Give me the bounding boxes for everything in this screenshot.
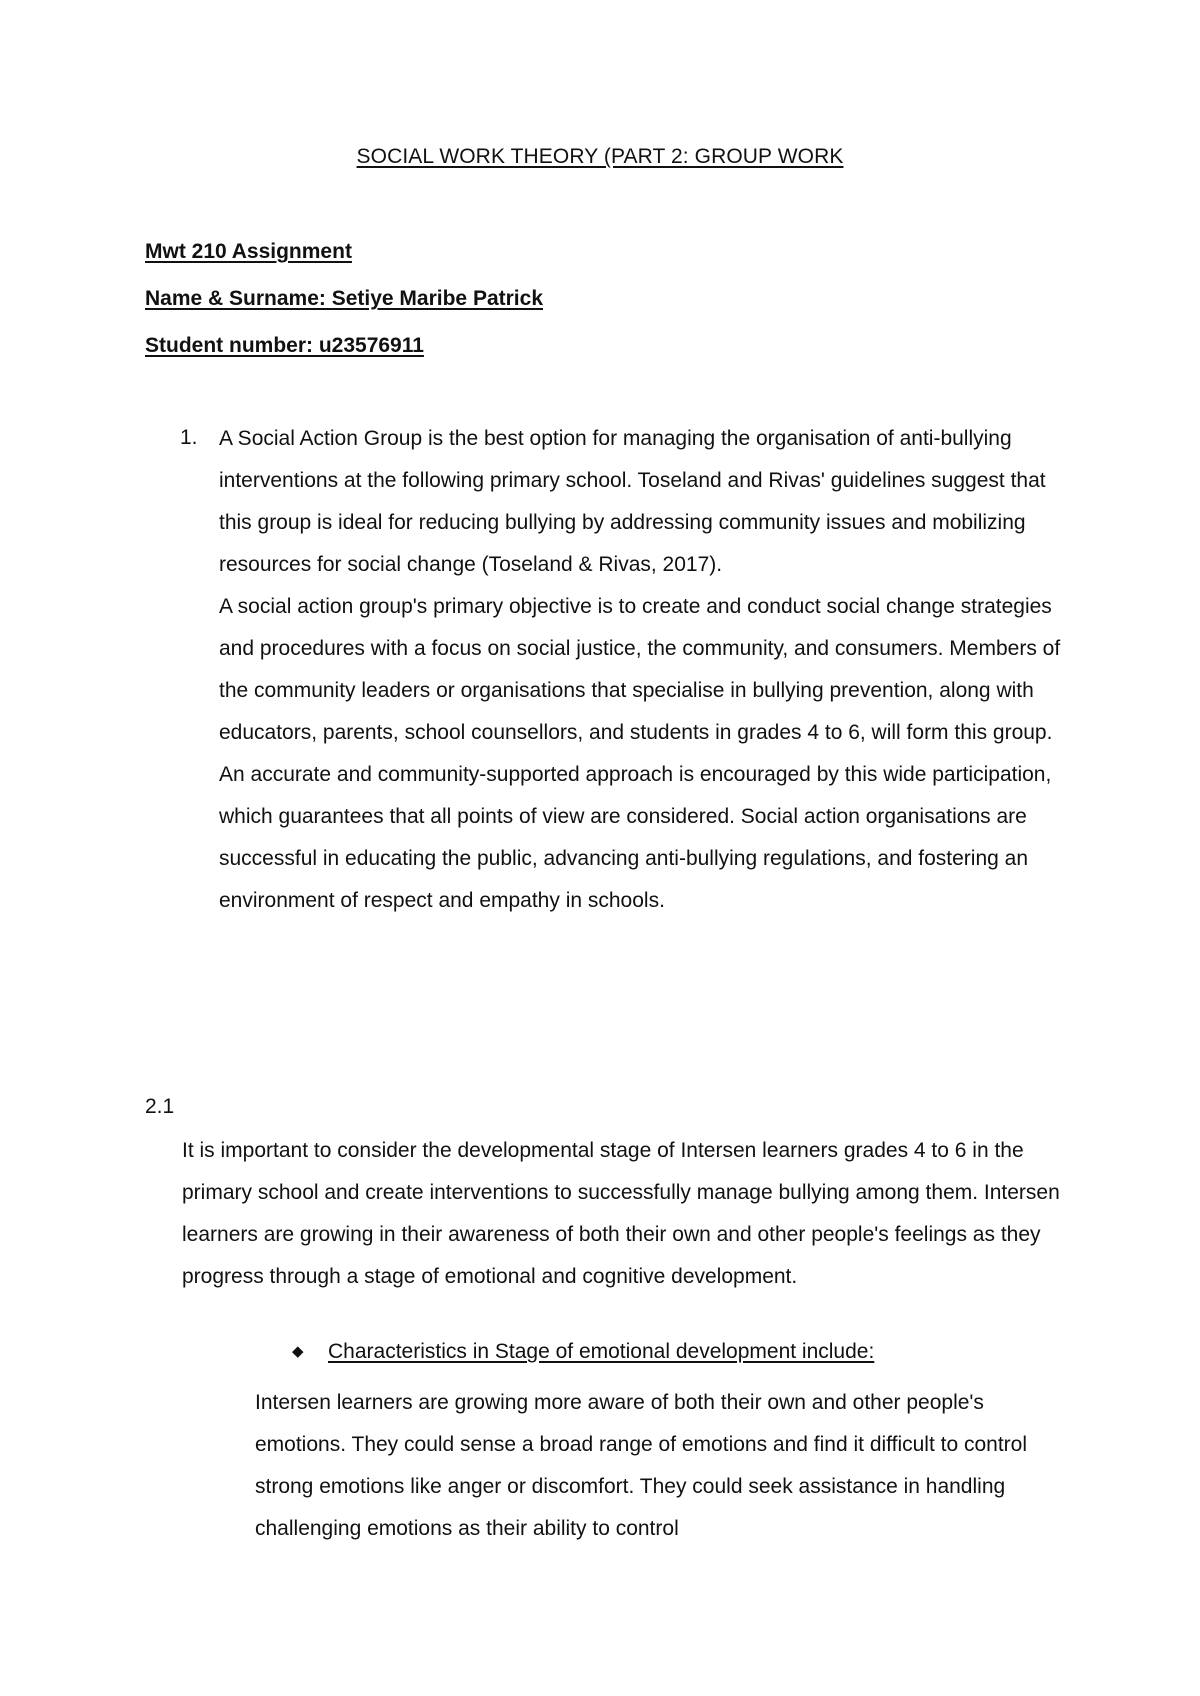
question-1-number: 1. [180,426,198,449]
assignment-code: Mwt 210 Assignment [145,240,352,263]
student-number: Student number: u23576911 [145,334,424,357]
question-1-paragraph-1: A Social Action Group is the best option for managing the organisation of anti-bullying interventions at the following primary school. Toseland and Rivas' guidelines suggest that this group is ideal for reducing bullying by addressing community issues and mobilizing resources for social change (Toseland & Rivas, 2017). [219,427,1046,576]
document-title: SOCIAL WORK THEORY (PART 2: GROUP WORK [356,145,844,168]
question-1-paragraph-2: A social action group's primary objective is to create and conduct social change strategies and procedures with a focus on social justice, the community, and consumers. Members of the community leaders or organisations that specialise in bullying prevention, along with educators, parents, school counsellors, and students in grades 4 to 6, will form this group. An accurate and community-supported approach is encouraged by this wide participation, which guarantees that all points of view are considered. Social action organisations are successful in educating the public, advancing anti-bullying regulations, and fostering an environment of respect and empathy in schools. [219,595,1061,912]
bullet-paragraph: Intersen learners are growing more aware of both their own and other people's emotions. They could sense a broad range of emotions and find it difficult to control strong emotions like anger or discomfort. They could seek assistance in handling challenging emotions as their ability to control [255,1391,1028,1540]
section-2-1-paragraph: It is important to consider the developmental stage of Intersen learners grades 4 to 6 in the primary school and create interventions to successfully manage bullying among them. Intersen learners are growing in their awareness of both their own and other people's feelings as they progress through a stage of emotional and cognitive development. [182,1139,1060,1288]
student-name: Name & Surname: Setiye Maribe Patrick [145,287,543,310]
question-1-answer [219,418,1069,922]
section-2-1-number: 2.1 [145,1095,175,1118]
bullet-body [255,1382,1075,1550]
section-2-1-body [182,1130,1062,1298]
diamond-bullet-icon: ◆ [292,1343,304,1360]
bullet-heading: Characteristics in Stage of emotional development include: [328,1340,875,1363]
bullet-item [292,1340,874,1364]
